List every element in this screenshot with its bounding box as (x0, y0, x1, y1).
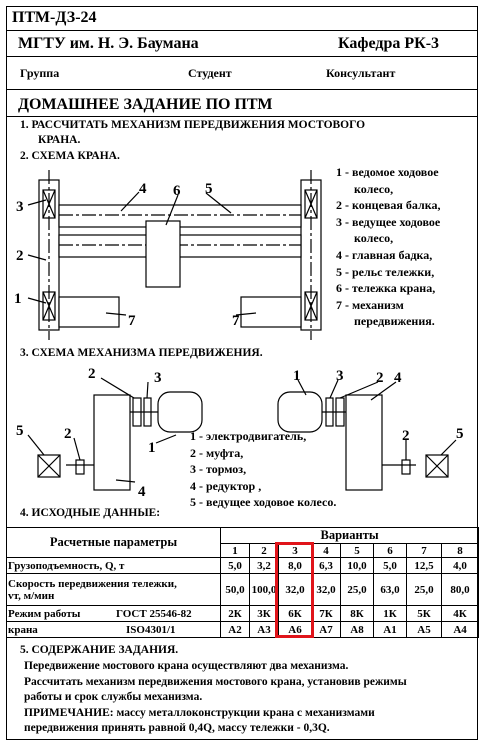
iso-value: А1 (374, 622, 407, 638)
capacity-value: 4,0 (442, 558, 479, 574)
iso-label: ISO4301/1 (126, 623, 176, 636)
page-title: ДОМАШНЕЕ ЗАДАНИЕ ПО ПТМ (18, 96, 273, 113)
gost-value: 1К (374, 606, 407, 622)
mode-label-crane: крана (8, 623, 38, 636)
variant-number: 5 (341, 544, 374, 558)
capacity-value: 3,2 (250, 558, 279, 574)
table-row (7, 606, 479, 622)
mech-right-label-2b: 2 (402, 428, 410, 444)
iso-value: А4 (442, 622, 479, 638)
capacity-value: 10,0 (341, 558, 374, 574)
variant-number: 2 (250, 544, 279, 558)
summary-heading: 5. СОДЕРЖАНИЕ ЗАДАНИЯ. (20, 644, 179, 656)
crane-scheme-diagram (6, 165, 331, 345)
legend-item: колесо, (354, 231, 394, 246)
task-line-2: КРАНА. (38, 134, 81, 146)
initial-data-heading: 4. ИСХОДНЫЕ ДАННЫЕ: (20, 507, 161, 519)
crane-label-7a: 7 (128, 313, 136, 329)
mech-right-label-4: 4 (394, 370, 402, 386)
mode-label: Режим работы (8, 607, 81, 620)
speed-value: 32,0 (312, 574, 341, 606)
speed-value: 25,0 (407, 574, 442, 606)
iso-value: А8 (341, 622, 374, 638)
iso-value: А6 (279, 622, 312, 638)
university-name: МГТУ им. Н. Э. Баумана (18, 35, 199, 52)
legend-item: 1 - электродвигатель, (190, 429, 307, 443)
crane-legend (336, 164, 476, 330)
mode-label-gost (7, 606, 221, 622)
legend-item: 2 - муфта, (190, 445, 244, 460)
speed-label-line: Скорость передвижения тележки, (8, 577, 177, 590)
legend-item: 7 - механизм (336, 297, 404, 312)
variant-number: 7 (407, 544, 442, 558)
mech-left-label-1: 1 (148, 440, 156, 456)
mech-left-label-3: 3 (154, 370, 162, 386)
mech-right-label-3: 3 (336, 368, 344, 384)
crane-label-4: 4 (139, 181, 147, 197)
iso-value: А7 (312, 622, 341, 638)
gost-value: 4К (442, 606, 479, 622)
legend-item: 3 - тормоз, (190, 462, 247, 477)
summary-note: передвижения принять равной 0,4Q, массу тележки - 0,3Q. (24, 722, 330, 734)
iso-value: А5 (407, 622, 442, 638)
divider (6, 116, 478, 117)
variant-number: 6 (374, 544, 407, 558)
gost-value: 2К (221, 606, 250, 622)
crane-label-6: 6 (173, 183, 181, 199)
legend-item: 6 - тележка крана, (336, 281, 436, 296)
table-row (7, 622, 479, 638)
mech-left-label-2b: 2 (64, 426, 72, 442)
parameters-table (6, 527, 479, 638)
crane-label-1: 1 (14, 291, 22, 307)
mechanism-scheme-heading: 3. СХЕМА МЕХАНИЗМА ПЕРЕДВИЖЕНИЯ. (20, 347, 263, 359)
variant-number: 8 (442, 544, 479, 558)
table-row (7, 558, 479, 574)
mech-right-label-5: 5 (456, 426, 464, 442)
consultant-label: Консультант (326, 66, 396, 80)
variant-number: 3 (279, 544, 312, 558)
speed-value: 63,0 (374, 574, 407, 606)
group-label: Группа (20, 66, 60, 80)
gost-value: 8К (341, 606, 374, 622)
mech-left-label-4: 4 (138, 484, 146, 500)
divider (6, 89, 478, 90)
department-name: Кафедра РК-3 (338, 35, 440, 52)
summary-note: ПРИМЕЧАНИЕ: массу металлоконструкции крана с механизмами (24, 707, 375, 719)
legend-item: 3 - ведущее ходовое (336, 214, 441, 229)
table-row (7, 574, 479, 606)
mech-right-label-1: 1 (293, 368, 301, 384)
legend-item: колесо, (354, 181, 394, 196)
iso-value: А3 (250, 622, 279, 638)
gost-value: 5К (407, 606, 442, 622)
capacity-value: 12,5 (407, 558, 442, 574)
crane-label-2: 2 (16, 248, 24, 264)
gost-value: 3К (250, 606, 279, 622)
summary-line: работы и срок службы механизма. (24, 691, 203, 703)
student-label: Студент (188, 66, 232, 80)
summary-line: Рассчитать механизм передвижения мостового крана, установив режимы (24, 676, 407, 688)
mech-left-label-5: 5 (16, 423, 24, 439)
crane-scheme-heading: 2. СХЕМА КРАНА. (20, 150, 120, 162)
capacity-value: 8,0 (279, 558, 312, 574)
legend-item: передвижения. (354, 314, 435, 329)
task-line-1: 1. РАССЧИТАТЬ МЕХАНИЗМ ПЕРЕДВИЖЕНИЯ МОСТОВОГО (20, 119, 366, 131)
iso-value: А2 (221, 622, 250, 638)
legend-item: 2 - концевая балка, (336, 198, 441, 213)
speed-value: 32,0 (279, 574, 312, 606)
variant-number: 1 (221, 544, 250, 558)
gost-value: 7К (312, 606, 341, 622)
capacity-label: Грузоподъемность, Q, т (7, 558, 221, 574)
legend-item: 4 - редуктор , (190, 478, 262, 493)
mech-right-label-2: 2 (376, 370, 384, 386)
gost-label: ГОСТ 25546-82 (116, 607, 192, 620)
capacity-value: 5,0 (221, 558, 250, 574)
capacity-value: 6,3 (312, 558, 341, 574)
divider (6, 30, 478, 31)
speed-value: 100,0 (250, 574, 279, 606)
crane-label-5: 5 (205, 181, 213, 197)
variants-header: Варианты (221, 528, 479, 544)
speed-value: 50,0 (221, 574, 250, 606)
legend-item: 4 - главная бадка, (336, 247, 433, 262)
legend-item: 1 - ведомое ходовое (336, 165, 439, 179)
mode-label-iso (7, 622, 221, 638)
crane-label-3: 3 (16, 199, 24, 215)
divider (6, 56, 478, 57)
variant-number: 4 (312, 544, 341, 558)
speed-value: 80,0 (442, 574, 479, 606)
gost-value: 6К (279, 606, 312, 622)
selected-variant-highlight (275, 542, 314, 638)
mech-left-label-2: 2 (88, 366, 96, 382)
speed-label-unit: vт, м/мин (8, 589, 55, 602)
mechanism-legend (190, 428, 440, 511)
summary-line: Передвижение мостового крана осуществляют два механизма. (24, 660, 349, 672)
legend-item: 5 - рельс тележки, (336, 264, 435, 279)
crane-label-7b: 7 (232, 313, 240, 329)
speed-label (7, 574, 221, 606)
document-code: ПТМ-ДЗ-24 (12, 9, 97, 26)
params-header: Расчетные параметры (7, 528, 221, 558)
capacity-value: 5,0 (374, 558, 407, 574)
speed-value: 25,0 (341, 574, 374, 606)
legend-item: 5 - ведущее ходовое колесо. (190, 495, 337, 510)
